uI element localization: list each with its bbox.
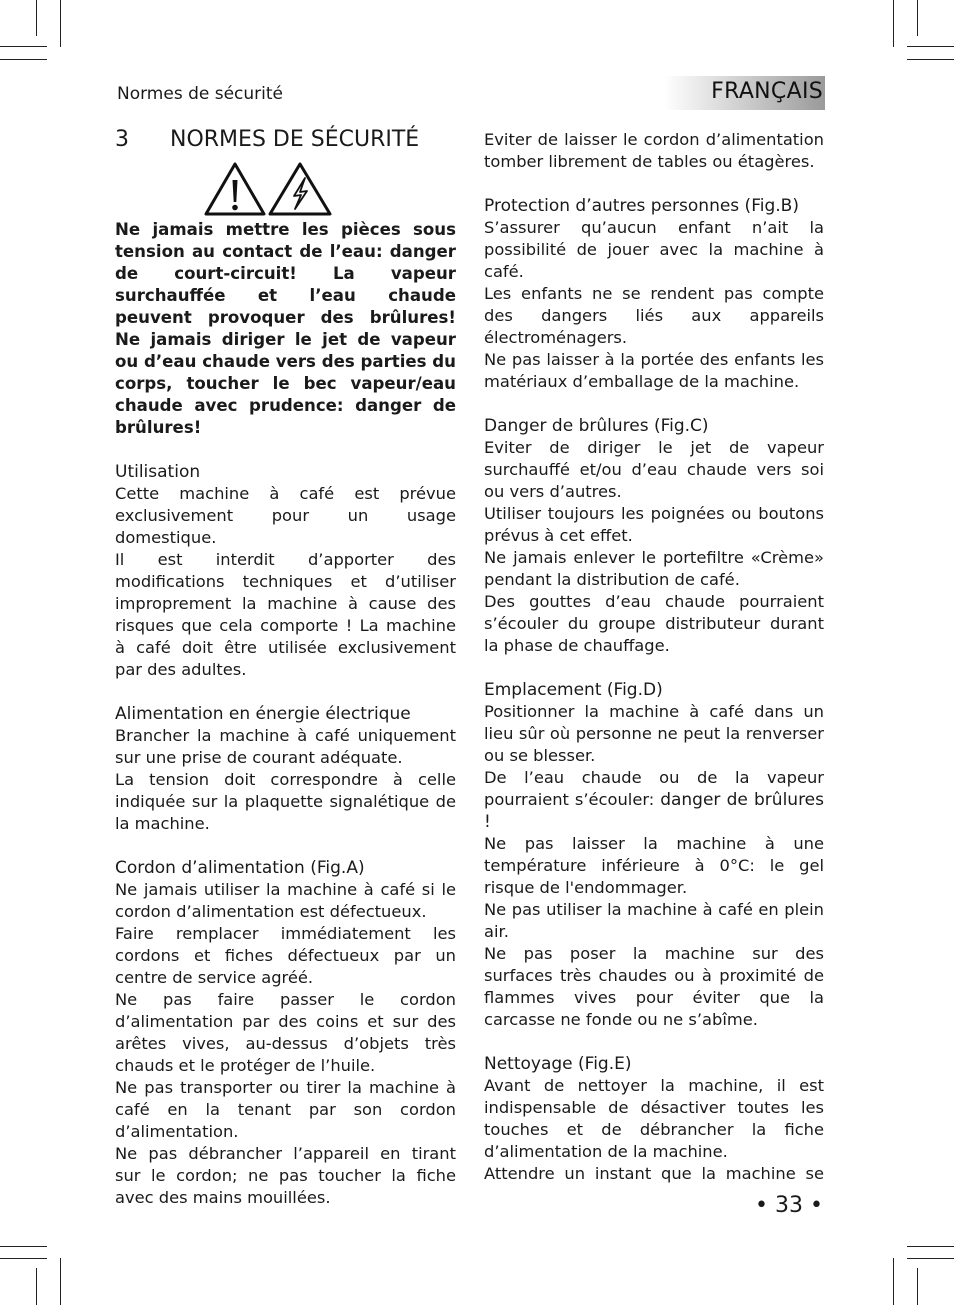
heading-nettoyage: Nettoyage (Fig.E) xyxy=(484,1054,632,1074)
paragraph: Positionner la machine à café dans un lieu sûr où personne ne peut la renverser ou se blesser. xyxy=(484,702,824,765)
paragraph: Ne pas transporter ou tirer la machine à café en la tenant par son cordon d’alimentation. xyxy=(115,1078,456,1141)
paragraph: S’assurer qu’aucun enfant n’ait la possibilité de jouer avec la machine à café. xyxy=(484,218,824,281)
right-column xyxy=(484,129,824,1185)
heading-cordon: Cordon d’alimentation (Fig.A) xyxy=(115,858,365,878)
paragraph: Eviter de laisser le cordon d’alimentation tomber librement de tables ou étagères. xyxy=(484,130,824,171)
paragraph: Ne pas poser la machine sur des surfaces très chaudes ou à proximité de flammes vives pour éviter que la carcasse ne fonde ou ne s’abîme. xyxy=(484,944,824,1029)
paragraph: Ne pas utiliser la machine à café en plein air. xyxy=(484,900,824,941)
language-label: FRANÇAIS xyxy=(711,79,823,104)
paragraph: Brancher la machine à café uniquement sur une prise de courant adéquate. xyxy=(115,726,456,767)
heading-brulures: Danger de brûlures (Fig.C) xyxy=(484,416,709,436)
paragraph: Utiliser toujours les poignées ou boutons prévus à cet effet. xyxy=(484,504,824,545)
paragraph: Attendre un instant que la machine se xyxy=(484,1164,824,1183)
heading-alimentation: Alimentation en énergie électrique xyxy=(115,704,411,724)
paragraph: Ne jamais enlever le portefiltre «Crème» pendant la distribution de café. xyxy=(484,548,824,589)
paragraph: Eviter de diriger le jet de vapeur surchauffé et/ou d’eau chaude vers soi ou vers d’autres. xyxy=(484,438,824,501)
page-number: • 33 • xyxy=(755,1193,823,1218)
warning-triangle-exclamation-icon xyxy=(206,164,264,214)
warning-paragraph: Ne jamais mettre les pièces sous tension au contact de l’eau: danger de court-circuit! La vapeur surchauffée et l’eau chaude peuvent provoquer des brûlures! Ne jamais diriger le jet de vapeur ou d’eau chaude vers des parties du corps, toucher le bec vapeur/eau chaude avec prudence: danger de brûlures! xyxy=(115,220,456,437)
paragraph: Ne pas débrancher l’appareil en tirant sur le cordon; ne pas toucher la fiche avec des mains mouillées. xyxy=(115,1144,456,1207)
left-column xyxy=(115,219,456,1209)
paragraph: Ne pas laisser la machine à une température inférieure à 0°C: le gel risque de l'endommager. xyxy=(484,834,824,897)
paragraph: La tension doit correspondre à celle indiquée sur la plaquette signalétique de la machine. xyxy=(115,770,456,833)
paragraph: Il est interdit d’apporter des modifications techniques et d’utiliser improprement la machine à cause des risques que cela comporte ! La machine à café doit être utilisée exclusivement par des adultes. xyxy=(115,550,456,679)
heading-utilisation: Utilisation xyxy=(115,462,201,482)
heading-protection: Protection d’autres personnes (Fig.B) xyxy=(484,196,799,216)
paragraph: Avant de nettoyer la machine, il est indispensable de désactiver toutes les touches et de débrancher la fiche d’alimentation de la machine. xyxy=(484,1076,824,1161)
paragraph: Faire remplacer immédiatement les cordons et fiches défectueux par un centre de service agréé. xyxy=(115,924,456,987)
section-heading: NORMES DE SÉCURITÉ xyxy=(170,127,420,152)
warning-icons xyxy=(203,162,333,216)
paragraph: Les enfants ne se rendent pas compte des dangers liés aux appareils électroménagers. xyxy=(484,284,824,347)
burn-danger-emphasis: danger de brûlures ! xyxy=(484,790,824,832)
paragraph: Ne pas faire passer le cordon d’alimentation par des coins et sur des arêtes vives, au-dessus d’objets très chauds et le protéger de l’huile. xyxy=(115,990,456,1075)
section-number: 3 xyxy=(115,127,129,152)
paragraph: Ne pas laisser à la portée des enfants les matériaux d’emballage de la machine. xyxy=(484,350,824,391)
heading-emplacement: Emplacement (Fig.D) xyxy=(484,680,663,700)
paragraph xyxy=(484,767,824,833)
running-header: Normes de sécurité xyxy=(117,84,284,104)
paragraph: Ne jamais utiliser la machine à café si le cordon d’alimentation est défectueux. xyxy=(115,880,456,921)
paragraph: Des gouttes d’eau chaude pourraient s’écouler du groupe distributeur durant la phase de chauffage. xyxy=(484,592,824,655)
warning-triangle-electric-icon xyxy=(270,164,330,214)
paragraph-text: De l’eau chaude ou de la vapeur pourraient s’écouler: xyxy=(484,768,824,809)
section-title xyxy=(115,127,419,152)
language-band xyxy=(664,76,825,110)
paragraph: Cette machine à café est prévue exclusivement pour un usage domestique. xyxy=(115,484,456,547)
